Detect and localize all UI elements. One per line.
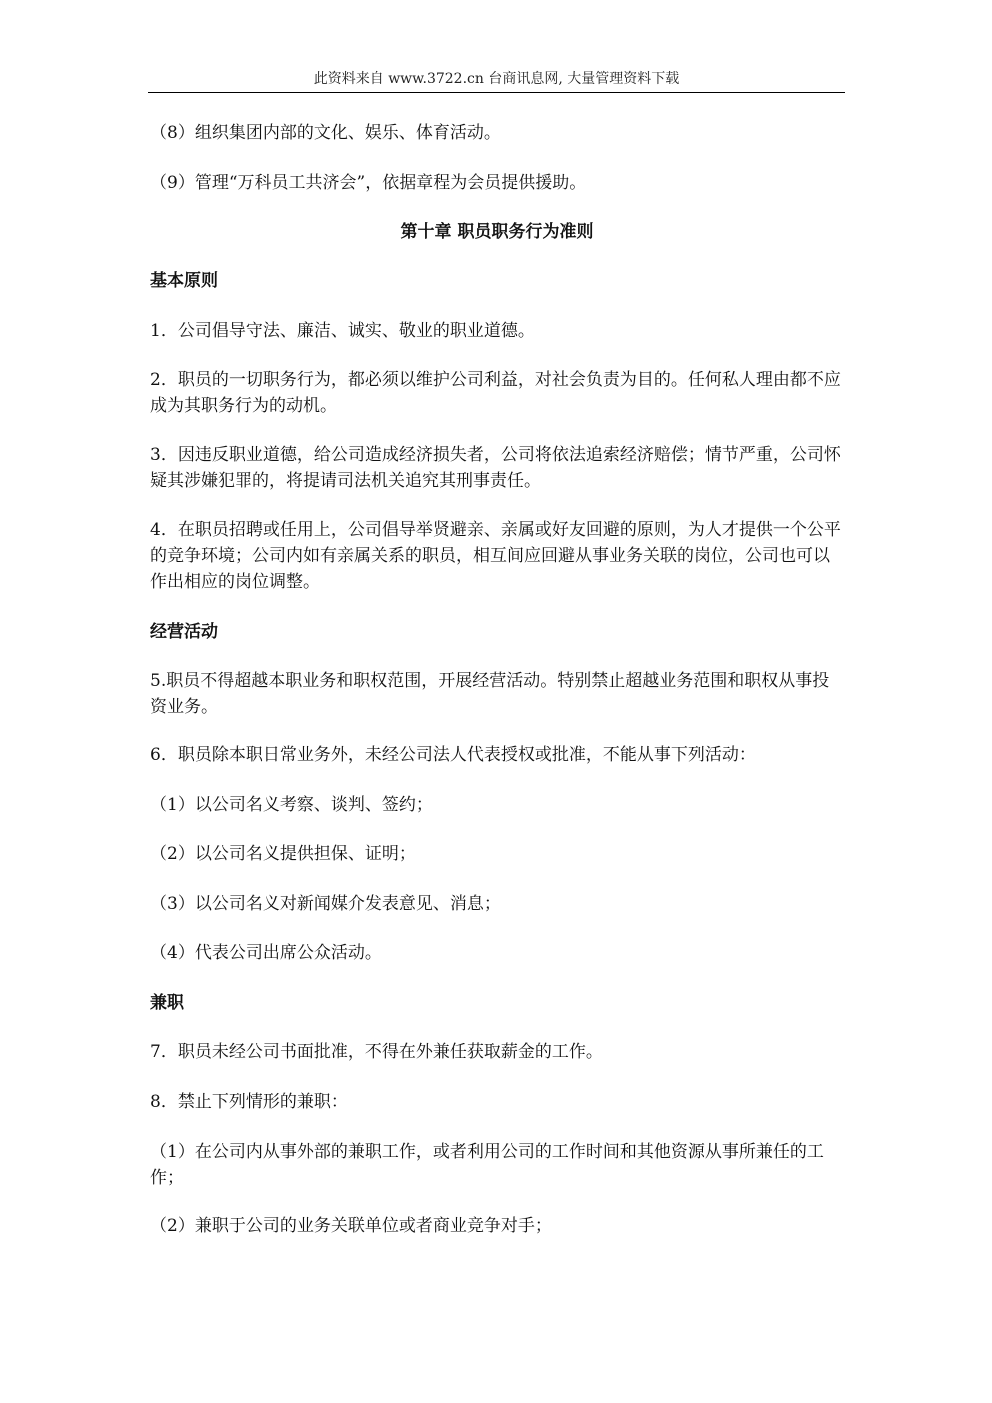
rule-1: 1．公司倡导守法、廉洁、诚实、敬业的职业道德。 — [150, 321, 535, 341]
rule-6-sub-2: （2）以公司名义提供担保、证明； — [150, 844, 416, 864]
rule-4: 4．在职员招聘或任用上，公司倡导举贤避亲、亲属或好友回避的原则，为人才提供一个公平的竞争环境；公司内如有亲属关系的职员，相互间应回避从事业务关联的岗位，公司也可以作出相应的岗位调整。 — [150, 520, 841, 592]
rule-5: 5.职员不得超越本职业务和职权范围，开展经营活动。特别禁止超越业务范围和职权从事投资业务。 — [150, 671, 830, 717]
page-header: 此资料来自 www.3722.cn 台商讯息网, 大量管理资料下载 — [313, 71, 680, 87]
rule-7: 7．职员未经公司书面批准，不得在外兼任获取薪金的工作。 — [150, 1042, 603, 1062]
section-heading-business: 经营活动 — [150, 622, 218, 642]
section-heading-basic: 基本原则 — [150, 271, 218, 291]
chapter-title: 第十章 职员职务行为准则 — [400, 222, 594, 242]
rule-8-sub-2: （2）兼职于公司的业务关联单位或者商业竞争对手； — [150, 1216, 552, 1236]
rule-2: 2．职员的一切职务行为，都必须以维护公司利益，对社会负责为目的。任何私人理由都不应成为其职务行为的动机。 — [150, 370, 841, 416]
rule-6-sub-3: （3）以公司名义对新闻媒介发表意见、消息； — [150, 894, 501, 914]
item-8: （8）组织集团内部的文化、娱乐、体育活动。 — [150, 123, 501, 143]
rule-6-sub-1: （1）以公司名义考察、谈判、签约； — [150, 795, 433, 815]
rule-6-sub-4: （4）代表公司出席公众活动。 — [150, 943, 382, 963]
header-divider — [148, 92, 845, 93]
rule-8: 8．禁止下列情形的兼职： — [150, 1092, 348, 1112]
section-heading-parttime: 兼职 — [150, 993, 184, 1013]
item-9: （9）管理“万科员工共济会”，依据章程为会员提供援助。 — [150, 173, 587, 193]
rule-3: 3．因违反职业道德，给公司造成经济损失者，公司将依法追索经济赔偿；情节严重，公司怀疑其涉嫌犯罪的，将提请司法机关追究其刑事责任。 — [150, 445, 841, 491]
rule-8-sub-1: （1）在公司内从事外部的兼职工作，或者利用公司的工作时间和其他资源从事所兼任的工作； — [150, 1142, 824, 1188]
rule-6: 6．职员除本职日常业务外，未经公司法人代表授权或批准，不能从事下列活动： — [150, 745, 756, 765]
